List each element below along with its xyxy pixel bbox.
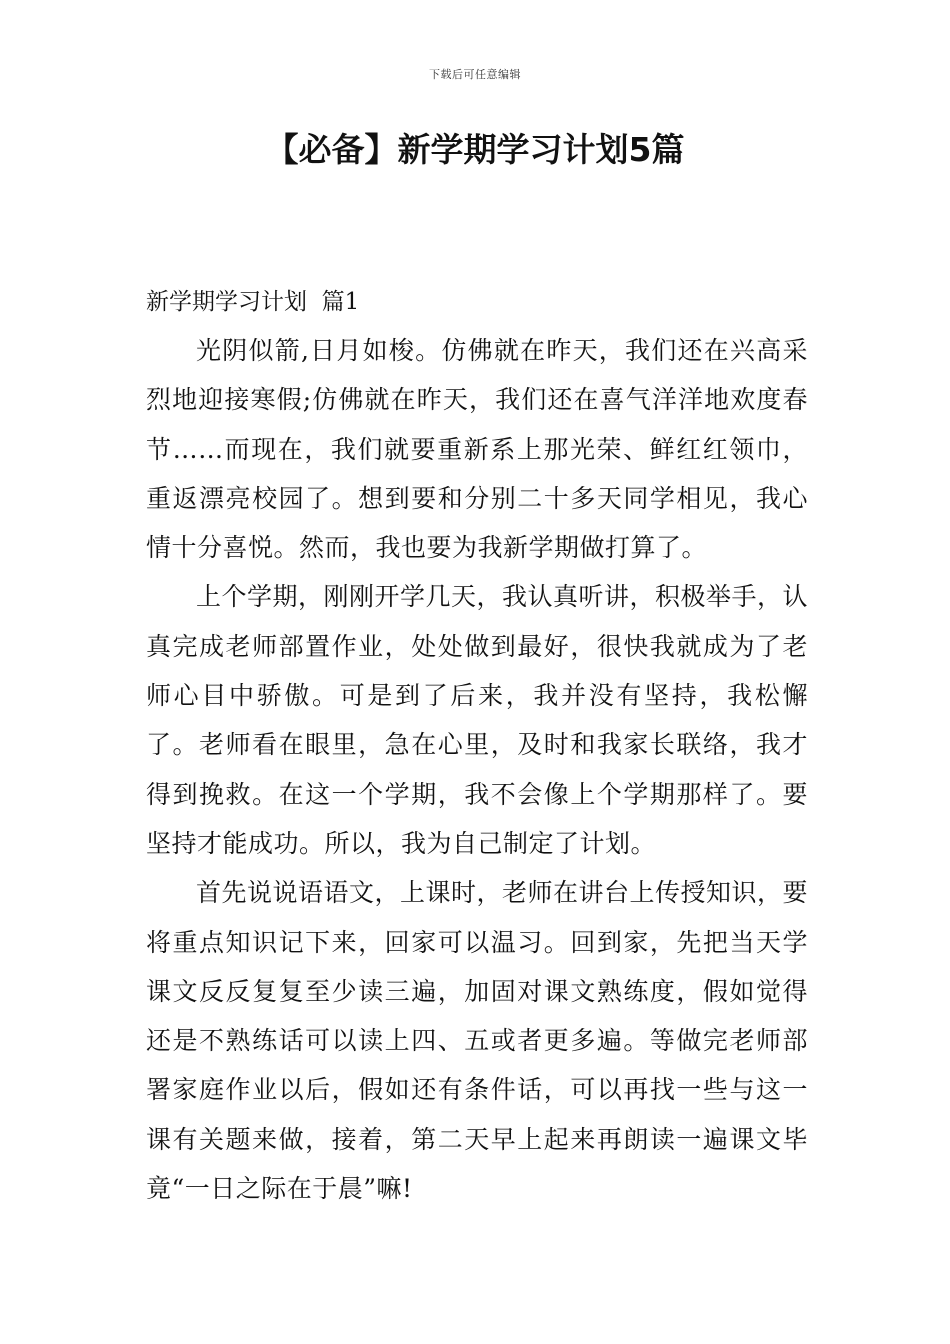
header-note: 下载后可任意编辑 bbox=[429, 68, 521, 81]
paragraph: 首先说说语语文，上课时，老师在讲台上传授知识，要将重点知识记下来，回家可以温习。回到家，先把当天学课文反反复复至少读三遍，加固对课文熟练度，假如觉得还是不熟练话可以读上四、五或者更多遍。等做完老师部署家庭作业以后，假如还有条件话，可以再找一些与这一课有关题来做，接着，第二天早上起来再朗读一遍课文毕竟“一日之际在于晨”嘛! bbox=[146, 878, 809, 1204]
paragraph: 光阴似箭,日月如梭。仿佛就在昨天，我们还在兴高采烈地迎接寒假;仿佛就在昨天，我们还在喜气洋洋地欢度春节……而现在，我们就要重新系上那光荣、鲜红红领巾，重返漂亮校园了。想到要和分别二十多天同学相见，我心情十分喜悦。然而，我也要为我新学期做打算了。 bbox=[146, 336, 808, 563]
paragraph: 上个学期，刚刚开学几天，我认真听讲，积极举手，认真完成老师部置作业，处处做到最好，很快我就成为了老师心目中骄傲。可是到了后来，我并没有坚持，我松懈了。老师看在眼里，急在心里，及时和我家长联络，我才得到挽救。在这一个学期，我不会像上个学期那样了。要坚持才能成功。所以，我为自己制定了计划。 bbox=[146, 582, 809, 858]
document-title: 【必备】新学期学习计划5篇 bbox=[265, 130, 685, 169]
document-body bbox=[146, 326, 808, 1213]
section-heading: 新学期学习计划 篇1 bbox=[146, 289, 360, 315]
